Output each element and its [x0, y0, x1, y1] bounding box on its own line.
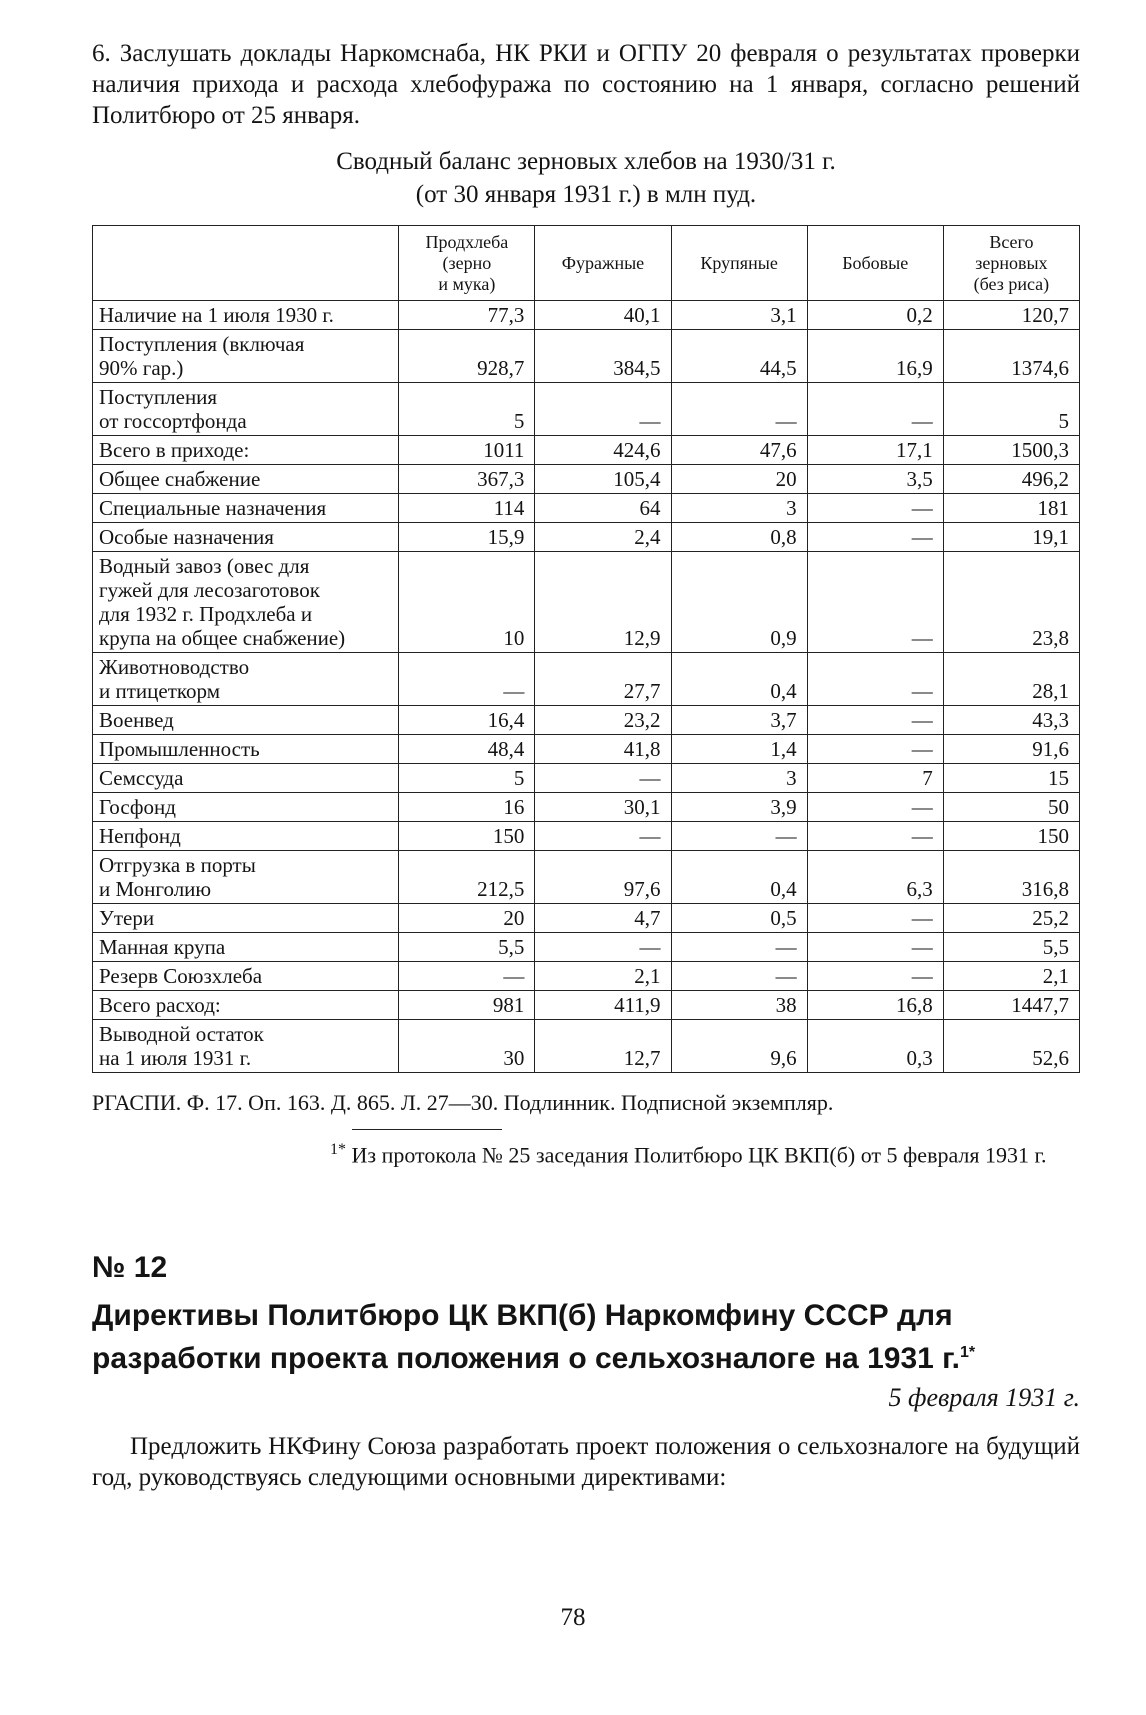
row-label: Особые назначения [93, 523, 399, 552]
row-value: 97,6 [535, 851, 671, 904]
header-cell-total: Всего зерновых (без риса) [943, 226, 1079, 301]
row-label: Военвед [93, 706, 399, 735]
table-subtitle: (от 30 января 1931 г.) в млн пуд. [415, 181, 757, 208]
row-value: 16,9 [807, 330, 943, 383]
row-value: 0,5 [671, 904, 807, 933]
row-label: Всего расход: [93, 991, 399, 1020]
row-value: 496,2 [943, 465, 1079, 494]
row-value: 44,5 [671, 330, 807, 383]
table-row [93, 822, 1080, 851]
row-label: Манная крупа [93, 933, 399, 962]
table-row [93, 552, 1080, 653]
table-row [93, 851, 1080, 904]
document-page [92, 38, 1080, 1518]
row-value: 17,1 [807, 436, 943, 465]
row-label: Общее снабжение [93, 465, 399, 494]
row-value: — [671, 962, 807, 991]
row-label: Семссуда [93, 764, 399, 793]
archive-source: РГАСПИ. Ф. 17. Оп. 163. Д. 865. Л. 27—30. Подлинник. Подписной экземпляр. [92, 1090, 834, 1115]
row-value: — [671, 933, 807, 962]
footnote-marker: 1* [330, 1141, 346, 1158]
row-value: — [399, 653, 535, 706]
table-row [93, 764, 1080, 793]
table-row [93, 735, 1080, 764]
body-paragraph: Предложить НКФину Союза разработать проект положения о сельхозналоге на будущий год, руководствуясь следующими основными директивами: [92, 1433, 1080, 1492]
row-value: 38 [671, 991, 807, 1020]
row-value: 150 [943, 822, 1079, 851]
table-row [93, 523, 1080, 552]
row-label: Поступления (включая 90% гар.) [93, 330, 399, 383]
row-value: 0,2 [807, 301, 943, 330]
footnote [92, 1136, 1080, 1169]
row-value: 316,8 [943, 851, 1079, 904]
row-value: 5,5 [943, 933, 1079, 962]
row-value: — [399, 962, 535, 991]
row-value: 64 [535, 494, 671, 523]
row-value: — [807, 523, 943, 552]
row-label: Животноводство и птицеткорм [93, 653, 399, 706]
row-label: Всего в приходе: [93, 436, 399, 465]
row-value: 20 [399, 904, 535, 933]
row-label: Отгрузка в порты и Монголию [93, 851, 399, 904]
row-value: — [807, 933, 943, 962]
row-value: 1447,7 [943, 991, 1079, 1020]
row-value: 5,5 [399, 933, 535, 962]
row-value: 1374,6 [943, 330, 1079, 383]
row-value: 12,7 [535, 1020, 671, 1073]
row-value: 0,3 [807, 1020, 943, 1073]
row-value: 25,2 [943, 904, 1079, 933]
row-value: 424,6 [535, 436, 671, 465]
header-cell-furazhnye: Фуражные [535, 226, 671, 301]
table-caption [92, 145, 1080, 211]
document-heading [92, 1297, 1080, 1377]
footnote-divider [352, 1129, 502, 1130]
row-value: 0,9 [671, 552, 807, 653]
row-value: — [807, 904, 943, 933]
row-value: 41,8 [535, 735, 671, 764]
row-value: 30 [399, 1020, 535, 1073]
row-value: 23,2 [535, 706, 671, 735]
row-label: Поступления от госсортфонда [93, 383, 399, 436]
table-body [93, 301, 1080, 1073]
row-value: — [807, 653, 943, 706]
row-value: 981 [399, 991, 535, 1020]
table-row [93, 962, 1080, 991]
row-value: — [807, 962, 943, 991]
document-number: № 12 [92, 1251, 168, 1285]
row-value: — [807, 383, 943, 436]
table-row [93, 436, 1080, 465]
heading-footnote-marker: 1* [959, 1344, 976, 1362]
row-value: — [807, 793, 943, 822]
row-value: — [535, 933, 671, 962]
row-value: 0,8 [671, 523, 807, 552]
row-value: 3,9 [671, 793, 807, 822]
row-value: 30,1 [535, 793, 671, 822]
row-label: Непфонд [93, 822, 399, 851]
table-row [93, 991, 1080, 1020]
row-value: 48,4 [399, 735, 535, 764]
row-value: — [535, 383, 671, 436]
row-value: 367,3 [399, 465, 535, 494]
row-value: 15 [943, 764, 1079, 793]
row-value: 1500,3 [943, 436, 1079, 465]
row-value: 411,9 [535, 991, 671, 1020]
row-value: 212,5 [399, 851, 535, 904]
document-heading-text: Директивы Политбюро ЦК ВКП(б) Наркомфину СССР для разработки проекта положения о сельхозналоге на 1931 г. [92, 1299, 960, 1376]
row-value: 3 [671, 494, 807, 523]
row-value: 52,6 [943, 1020, 1079, 1073]
table-row [93, 494, 1080, 523]
row-value: 1,4 [671, 735, 807, 764]
row-value: 2,4 [535, 523, 671, 552]
row-value: 3 [671, 764, 807, 793]
row-value: 28,1 [943, 653, 1079, 706]
row-label: Специальные назначения [93, 494, 399, 523]
row-value: — [535, 764, 671, 793]
row-value: 0,4 [671, 851, 807, 904]
row-value: — [671, 383, 807, 436]
row-value: 105,4 [535, 465, 671, 494]
row-value: 181 [943, 494, 1079, 523]
header-cell-prodkhleba: Продхлеба (зерно и мука) [399, 226, 535, 301]
table-row [93, 904, 1080, 933]
row-value: 150 [399, 822, 535, 851]
row-value: — [807, 735, 943, 764]
row-value: 3,7 [671, 706, 807, 735]
row-value: 5 [943, 383, 1079, 436]
row-value: 12,9 [535, 552, 671, 653]
row-label: Промышленность [93, 735, 399, 764]
row-value: — [807, 822, 943, 851]
header-cell-label [93, 226, 399, 301]
table-row [93, 793, 1080, 822]
document-date: 5 февраля 1931 г. [888, 1383, 1080, 1413]
row-value: 43,3 [943, 706, 1079, 735]
row-value: 5 [399, 383, 535, 436]
row-value: 16,4 [399, 706, 535, 735]
row-value: 4,7 [535, 904, 671, 933]
row-label: Утери [93, 904, 399, 933]
row-value: 40,1 [535, 301, 671, 330]
row-value: 23,8 [943, 552, 1079, 653]
row-value: 19,1 [943, 523, 1079, 552]
row-value: 114 [399, 494, 535, 523]
table-row [93, 933, 1080, 962]
header-cell-krupyanye: Крупяные [671, 226, 807, 301]
table-row [93, 383, 1080, 436]
row-value: 77,3 [399, 301, 535, 330]
row-value: 9,6 [671, 1020, 807, 1073]
row-value: 7 [807, 764, 943, 793]
row-value: 47,6 [671, 436, 807, 465]
row-value: 10 [399, 552, 535, 653]
table-row [93, 330, 1080, 383]
footnote-text: Из протокола № 25 заседания Политбюро ЦК ВКП(б) от 5 февраля 1931 г. [351, 1142, 1047, 1168]
row-value: 2,1 [943, 962, 1079, 991]
row-value: — [807, 706, 943, 735]
table-row [93, 465, 1080, 494]
row-value: 16 [399, 793, 535, 822]
row-value: 2,1 [535, 962, 671, 991]
row-value: 384,5 [535, 330, 671, 383]
page-number: 78 [560, 1604, 586, 1631]
row-value: — [807, 552, 943, 653]
row-value: 928,7 [399, 330, 535, 383]
row-value: 50 [943, 793, 1079, 822]
row-label: Резерв Союзхлеба [93, 962, 399, 991]
table-header-row [93, 226, 1080, 301]
row-value: 3,1 [671, 301, 807, 330]
row-label: Водный завоз (овес для гужей для лесозаготовок для 1932 г. Продхлеба и крупа на общее снабжение) [93, 552, 399, 653]
row-label: Наличие на 1 июля 1930 г. [93, 301, 399, 330]
row-label: Выводной остаток на 1 июля 1931 г. [93, 1020, 399, 1073]
row-value: 27,7 [535, 653, 671, 706]
table-title: Сводный баланс зерновых хлебов на 1930/31 г. [336, 148, 836, 175]
header-cell-bobovye: Бобовые [807, 226, 943, 301]
table-row [93, 706, 1080, 735]
row-label: Госфонд [93, 793, 399, 822]
row-value: 120,7 [943, 301, 1079, 330]
table-row [93, 301, 1080, 330]
grain-balance-table [92, 225, 1080, 1073]
row-value: 20 [671, 465, 807, 494]
intro-paragraph: 6. Заслушать доклады Наркомснаба, НК РКИ и ОГПУ 20 февраля о результатах проверки наличия прихода и расхода хлебофуража по состоянию на 1 января, согласно решений Политбюро от 25 января. [92, 40, 1080, 129]
row-value: 3,5 [807, 465, 943, 494]
row-value: 5 [399, 764, 535, 793]
row-value: 1011 [399, 436, 535, 465]
row-value: 15,9 [399, 523, 535, 552]
row-value: 0,4 [671, 653, 807, 706]
row-value: — [807, 494, 943, 523]
table-row [93, 1020, 1080, 1073]
row-value: 91,6 [943, 735, 1079, 764]
row-value: — [535, 822, 671, 851]
row-value: 16,8 [807, 991, 943, 1020]
row-value: 6,3 [807, 851, 943, 904]
table-row [93, 653, 1080, 706]
row-value: — [671, 822, 807, 851]
